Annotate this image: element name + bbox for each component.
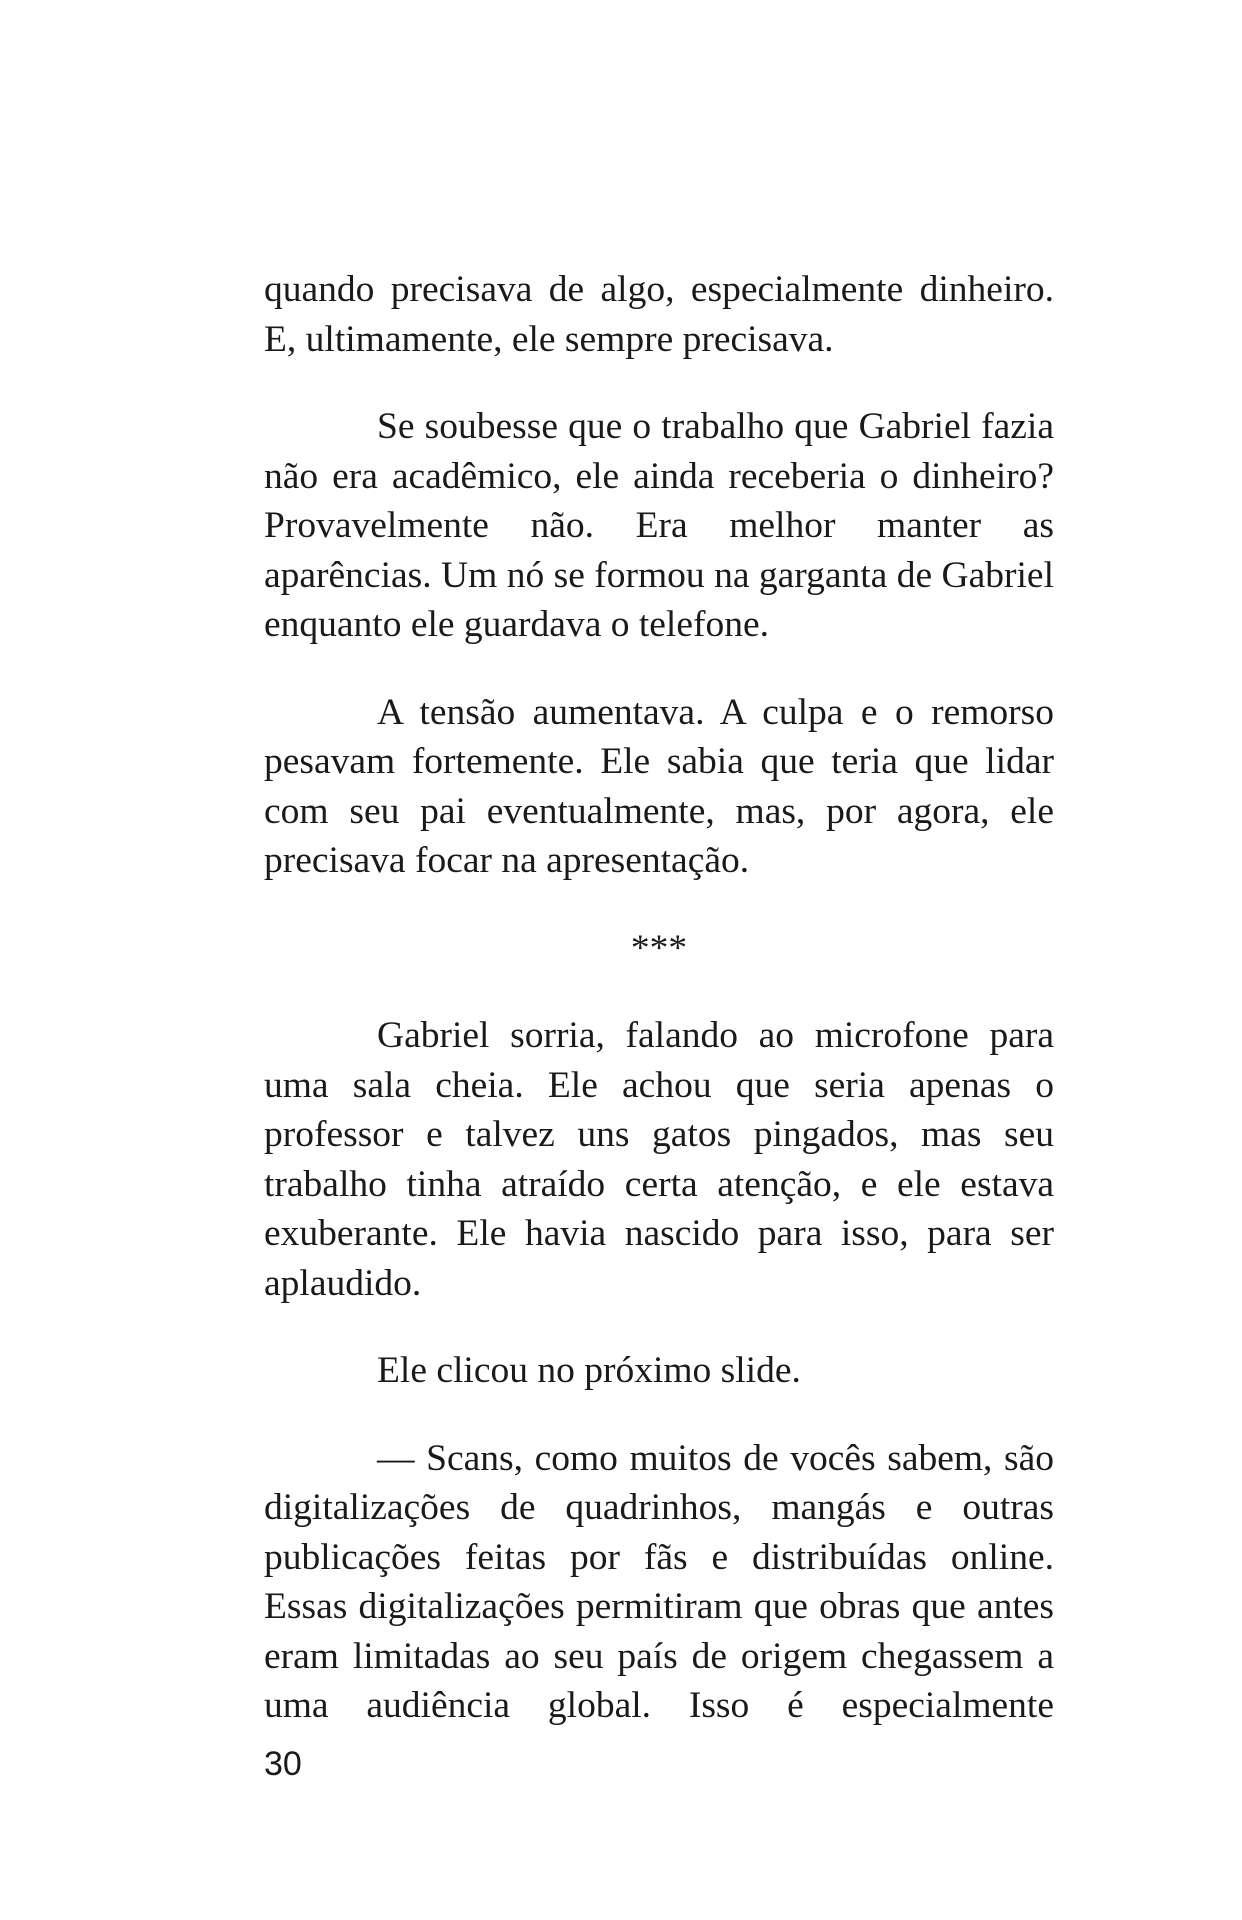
page-number: 30 xyxy=(264,1745,302,1783)
paragraph: Se soubesse que o trabalho que Gabriel fazia não era acadêmico, ele ainda receberia o dinheiro? Provavelmente não. Era melhor manter as aparências. Um nó se formou na garganta de Gabriel enquanto ele guardava o telefone. xyxy=(264,406,1054,645)
scene-break: *** xyxy=(630,927,688,969)
paragraph: — Scans, como muitos de vocês sabem, são digitalizações de quadrinhos, mangás e outras publicações feitas por fãs e distribuídas online. Essas digitalizações permitiram que obras que antes eram limitadas ao seu país de origem chegassem a uma audiência global. Isso é especialmente xyxy=(264,1437,1054,1726)
paragraph: quando precisava de algo, especialmente dinheiro. E, ultimamente, ele sempre precisava. xyxy=(264,269,1054,360)
body-text xyxy=(264,265,1054,1769)
paragraph: Ele clicou no próximo slide. xyxy=(377,1350,801,1391)
paragraph: Gabriel sorria, falando ao microfone para uma sala cheia. Ele achou que seria apenas o professor e talvez uns gatos pingados, mas seu trabalho tinha atraído certa atenção, e ele estava exuberante. Ele havia nascido para isso, para ser aplaudido. xyxy=(264,1015,1054,1304)
paragraph: A tensão aumentava. A culpa e o remorso pesavam fortemente. Ele sabia que teria que lidar com seu pai eventualmente, mas, por agora, ele precisava focar na apresentação. xyxy=(264,691,1054,881)
